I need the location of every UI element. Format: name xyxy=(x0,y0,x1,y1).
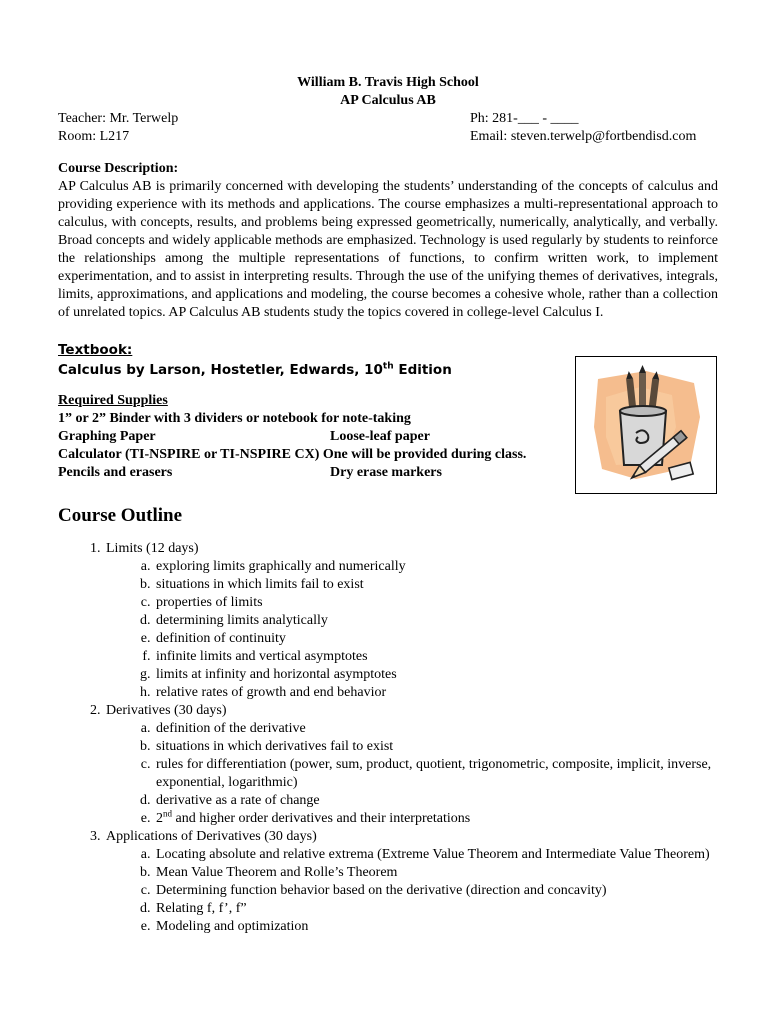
course-outline-heading: Course Outline xyxy=(58,505,183,526)
textbook-heading: Textbook: xyxy=(58,342,133,358)
school-name: William B. Travis High School xyxy=(297,75,479,90)
unit-limits: 1. Limits (12 days) a. exploring limits graphically and numerically b. situations in which limits fail to exist c. properties of limits d. determining limits analytically e. definition of continuity f. infinite limits and vertical asymptotes g. limits at infinity and horizontal asymptotes h. relative rates of growth and end behavior xyxy=(104,540,718,702)
list-item: h. relative rates of growth and end behavior xyxy=(154,684,718,702)
list-item: c. rules for differentiation (power, sum, product, quotient, trigonometric, composite, implicit, inverse, exponential, logarithmic) xyxy=(154,756,718,792)
unit-derivatives: 2. Derivatives (30 days) a. definition of the derivative b. situations in which derivatives fail to exist c. rules for differentiation (power, sum, product, quotient, trigonometric, composite, implicit, inverse, exponential, logarithmic) d. derivative as a rate of change e. 2nd and higher order derivatives and their interpretations xyxy=(104,702,718,828)
list-item: d. derivative as a rate of change xyxy=(154,792,718,810)
course-description-heading: Course Description: xyxy=(58,161,179,176)
list-item: e. 2nd and higher order derivatives and their interpretations xyxy=(154,810,718,828)
list-item: a. exploring limits graphically and numerically xyxy=(154,558,718,576)
course-outline-list xyxy=(58,540,718,936)
list-item: e. Modeling and optimization xyxy=(154,918,718,936)
list-item: a. Locating absolute and relative extrema (Extreme Value Theorem and Intermediate Value Theorem) xyxy=(154,846,718,864)
supply-graph-paper: Graphing Paper xyxy=(58,429,156,444)
course-name: AP Calculus AB xyxy=(340,93,436,108)
list-item: d. determining limits analytically xyxy=(154,612,718,630)
list-item: f. infinite limits and vertical asymptotes xyxy=(154,648,718,666)
textbook-title: Calculus by Larson, Hostetler, Edwards, 10th Edition xyxy=(58,361,452,378)
supply-binder: 1” or 2” Binder with 3 dividers or notebook for note-taking xyxy=(58,411,411,426)
list-item: c. properties of limits xyxy=(154,594,718,612)
list-item: b. Mean Value Theorem and Rolle’s Theorem xyxy=(154,864,718,882)
contact-row-1 xyxy=(58,110,718,128)
supply-loose-leaf: Loose-leaf paper xyxy=(330,429,430,444)
list-item: b. situations in which limits fail to exist xyxy=(154,576,718,594)
list-item: e. definition of continuity xyxy=(154,630,718,648)
list-item: d. Relating f, f’, f” xyxy=(154,900,718,918)
list-item: b. situations in which derivatives fail to exist xyxy=(154,738,718,756)
pencil-cup-icon xyxy=(576,357,716,493)
phone-number: Ph: 281-___ - ____ xyxy=(470,111,579,126)
supplies-heading: Required Supplies xyxy=(58,393,168,408)
contact-row-2 xyxy=(58,128,718,146)
pencil-cup-clipart xyxy=(575,356,717,494)
list-item: c. Determining function behavior based on the derivative (direction and concavity) xyxy=(154,882,718,900)
course-description-body: AP Calculus AB is primarily concerned with developing the students’ understanding of the concepts of calculus and providing experience with its methods and applications. The course emphasizes a multi-representational approach to calculus, with concepts, results, and problems being expressed geometrically, numerically, analytically, and verbally. Broad concepts and widely applicable methods are emphasized. Technology is used regularly by students to reinforce the relationships among the multiple representations of functions, to confirm written work, to implement experimentation, and to assist in interpreting results. Through the use of the unifying themes of derivatives, integrals, limits, approximations, and applications and modeling, the course becomes a cohesive whole, rather than a collection of unrelated topics. AP Calculus AB students study the topics covered in college-level Calculus I. xyxy=(58,179,718,320)
teacher-name: Teacher: Mr. Terwelp xyxy=(58,111,179,126)
unit-applications-of-derivatives: 3. Applications of Derivatives (30 days) a. Locating absolute and relative extrema (Extreme Value Theorem and Intermediate Value Theorem) b. Mean Value Theorem and Rolle’s Theorem c. Determining function behavior based on the derivative (direction and concavity) d. Relating f, f’, f” e. Modeling and optimization xyxy=(104,828,718,936)
syllabus-page xyxy=(58,74,718,936)
supply-markers: Dry erase markers xyxy=(330,465,442,480)
supply-pencils: Pencils and erasers xyxy=(58,465,173,480)
list-item: a. definition of the derivative xyxy=(154,720,718,738)
list-item: g. limits at infinity and horizontal asymptotes xyxy=(154,666,718,684)
room-number: Room: L217 xyxy=(58,129,130,144)
email-address: Email: steven.terwelp@fortbendisd.com xyxy=(470,129,697,144)
supply-calculator: Calculator (TI-NSPIRE or TI-NSPIRE CX) One will be provided during class. xyxy=(58,447,527,462)
